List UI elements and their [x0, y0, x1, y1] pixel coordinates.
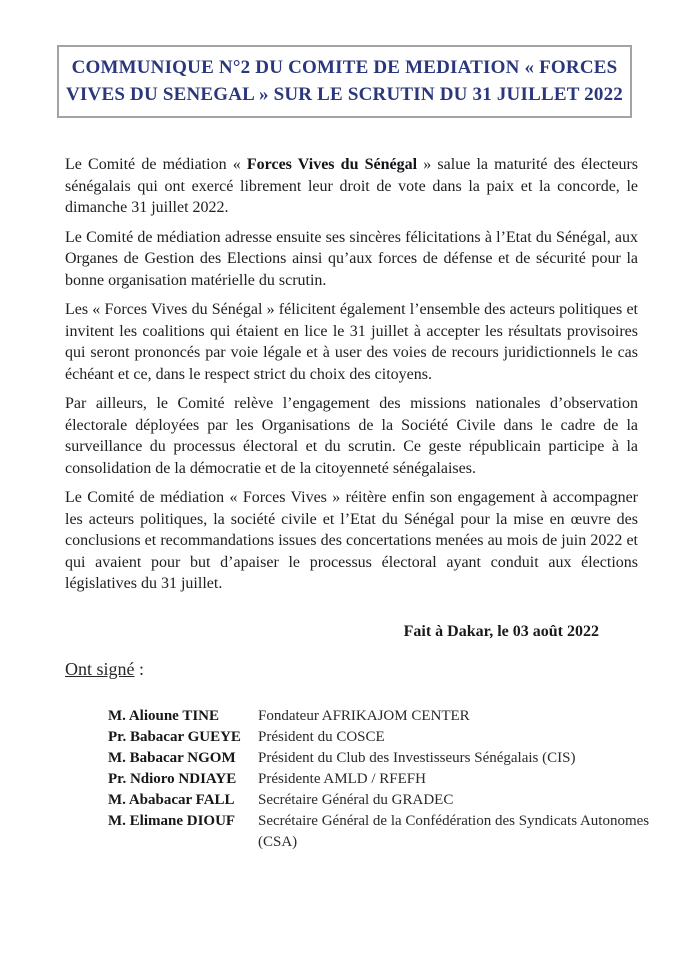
signatory-name: M. Babacar NGOM	[108, 749, 236, 766]
document-title-line-1: COMMUNIQUE N°2 DU COMITE DE MEDIATION « FORCES	[71, 57, 618, 78]
signed-heading-text: Ont signé	[65, 658, 135, 679]
signed-heading	[65, 659, 699, 680]
document-body	[65, 154, 638, 595]
document-title-line-2: VIVES DU SENEGAL » SUR LE SCRUTIN DU 31 JUILLET 2022	[66, 84, 623, 105]
paragraph-1-suffix: » salue la maturité des électeurs sénégalais qui ont exercé librement leur droit de vote dans la paix et la concorde, le dimanche 31 juillet 2022.	[65, 156, 638, 216]
signatory-name: M. Elimane DIOUF	[108, 812, 236, 829]
paragraph-1-bold-name: Forces Vives du Sénégal	[246, 156, 418, 173]
signatory-name: M. Ababacar FALL	[108, 791, 235, 808]
signatory-role: Secrétaire Général du GRADEC	[258, 791, 454, 808]
signatory-role: Présidente AMLD / RFEFH	[258, 770, 426, 787]
dateline: Fait à Dakar, le 03 août 2022	[403, 622, 599, 640]
paragraph-4: Par ailleurs, le Comité relève l’engagement des missions nationales d’observation électorale déployées par les Organisations de la Société Civile dans le cadre de la surveillance du processus électoral et du scrutin. Ce geste républicain participe à la consolidation de la démocratie et de la citoyenneté sénégalaises.	[65, 395, 638, 477]
signatories-list	[108, 706, 653, 853]
paragraph-3: Les « Forces Vives du Sénégal » félicitent également l’ensemble des acteurs politiques et invitent les coalitions qui étaient en lice le 31 juillet à accepter les résultats provisoires qui seront prononcés par voie légale et à user des voies de recours juridictionnels le cas échéant et ce, dans le respect strict du choix des citoyens.	[65, 301, 638, 383]
signed-heading-colon: :	[134, 658, 145, 679]
signatory-role: Secrétaire Général de la Confédération des Syndicats Autonomes (CSA)	[258, 812, 650, 850]
paragraph-5: Le Comité de médiation « Forces Vives » réitère enfin son engagement à accompagner les acteurs politiques, la société civile et l’Etat du Sénégal pour la mise en œuvre des conclusions et recommandations issues des concertations menées au mois de juin 2022 et qui avaient pour but d’apaiser le processus électoral ayant conduit aux élections législatives du 31 juillet.	[65, 489, 638, 592]
signatory-role: Président du COSCE	[258, 728, 385, 745]
paragraph-1-prefix: Le Comité de médiation «	[65, 156, 247, 173]
paragraph-2: Le Comité de médiation adresse ensuite ses sincères félicitations à l’Etat du Sénégal, aux Organes de Gestion des Elections ainsi qu’aux forces de défense et de sécurité pour la bonne organisation matérielle du scrutin.	[65, 228, 638, 289]
signatory-name: Pr. Babacar GUEYE	[108, 728, 241, 745]
signatory-role: Fondateur AFRIKAJOM CENTER	[258, 707, 470, 724]
title-box	[57, 45, 632, 118]
signatory-role: Président du Club des Investisseurs Sénégalais (CIS)	[258, 749, 576, 766]
paragraph-1	[65, 154, 638, 219]
signatory-name: Pr. Ndioro NDIAYE	[108, 770, 237, 787]
signatory-name: M. Alioune TINE	[108, 707, 219, 724]
